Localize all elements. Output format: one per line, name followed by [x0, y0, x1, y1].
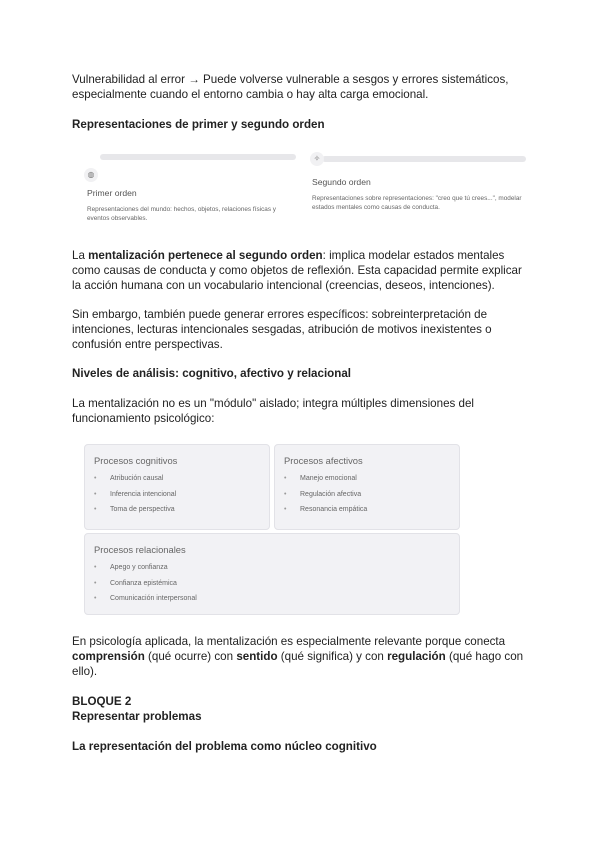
second-order-bar [322, 156, 526, 162]
intro-paragraph: Vulnerabilidad al error → Puede volverse vulnerable a sesgos y errores sistemáticos, especialmente cuando el entorno cambia o hay alta carga emocional. [72, 73, 509, 101]
levels-paragraph: La mentalización no es un "módulo" aislado; integra múltiples dimensiones del funcionamiento psicológico: [72, 397, 475, 425]
representation-orders-figure [72, 140, 532, 232]
list-item: • Confianza epistémica [94, 579, 177, 587]
list-item: • Manejo emocional [284, 475, 357, 482]
first-order-bar [100, 154, 296, 160]
section-heading-representaciones: Representaciones de primer y segundo orden [72, 118, 325, 131]
first-order-card [72, 146, 298, 232]
section-heading-problema: La representación del problema como núcleo cognitivo [72, 740, 377, 753]
affective-title: Procesos afectivos [284, 455, 363, 466]
block-title: Representar problemas [72, 710, 202, 723]
sparkle-icon: ✧ [310, 152, 324, 166]
second-order-description: Representaciones sobre representaciones: "creo que tú crees...", modelar estados mentales como causas de conducta. [312, 195, 522, 211]
list-item: • Regulación afectiva [284, 490, 362, 498]
list-item: • Toma de perspectiva [94, 506, 175, 513]
relational-title: Procesos relacionales [94, 544, 186, 555]
bold-phrase: mentalización pertenece al segundo orden [88, 249, 323, 262]
cognitive-list [94, 474, 176, 521]
affective-box [274, 444, 460, 530]
affective-list [284, 474, 367, 521]
list-item: • Comunicación interpersonal [94, 595, 197, 602]
mentalization-paragraph: La mentalización pertenece al segundo orden: implica modelar estados mentales como causas de conducta y como objetos de reflexión. Esta capacidad permite explicar la acción humana con un vocabulario intencional (creencias, deseos, intenciones). [72, 249, 522, 292]
globe-icon: ◍ [84, 168, 98, 182]
list-item: • Atribución causal [94, 475, 164, 482]
second-order-title: Segundo orden [312, 177, 371, 187]
bold-regulacion: regulación [387, 650, 446, 663]
block-label: BLOQUE 2 [72, 695, 132, 708]
list-item: • Inferencia intencional [94, 490, 177, 498]
errors-paragraph: Sin embargo, también puede generar errores específicos: sobreinterpretación de intenciones, lecturas intencionales sesgadas, atribución de motivos inexistentes o confusión entre perspectivas. [72, 308, 492, 351]
section-heading-niveles: Niveles de análisis: cognitivo, afectivo y relacional [72, 367, 352, 380]
relational-box [84, 533, 460, 615]
first-order-description: Representaciones del mundo: hechos, objetos, relaciones físicas y eventos observables. [87, 206, 276, 222]
bold-sentido: sentido [236, 650, 278, 663]
list-item: • Resonancia empática [284, 506, 368, 513]
applied-psychology-paragraph: En psicología aplicada, la mentalización es especialmente relevante porque conecta comprensión (qué ocurre) con sentido (qué significa) y con regulación (qué hago con ello). [72, 635, 524, 678]
list-item: • Apego y confianza [94, 564, 168, 571]
analysis-levels-figure [84, 444, 460, 616]
first-order-title: Primer orden [87, 188, 137, 198]
cognitive-box [84, 444, 270, 530]
second-order-card [302, 140, 528, 226]
bold-comprension: comprensión [72, 650, 145, 663]
cognitive-title: Procesos cognitivos [94, 455, 178, 466]
relational-list [94, 563, 197, 610]
